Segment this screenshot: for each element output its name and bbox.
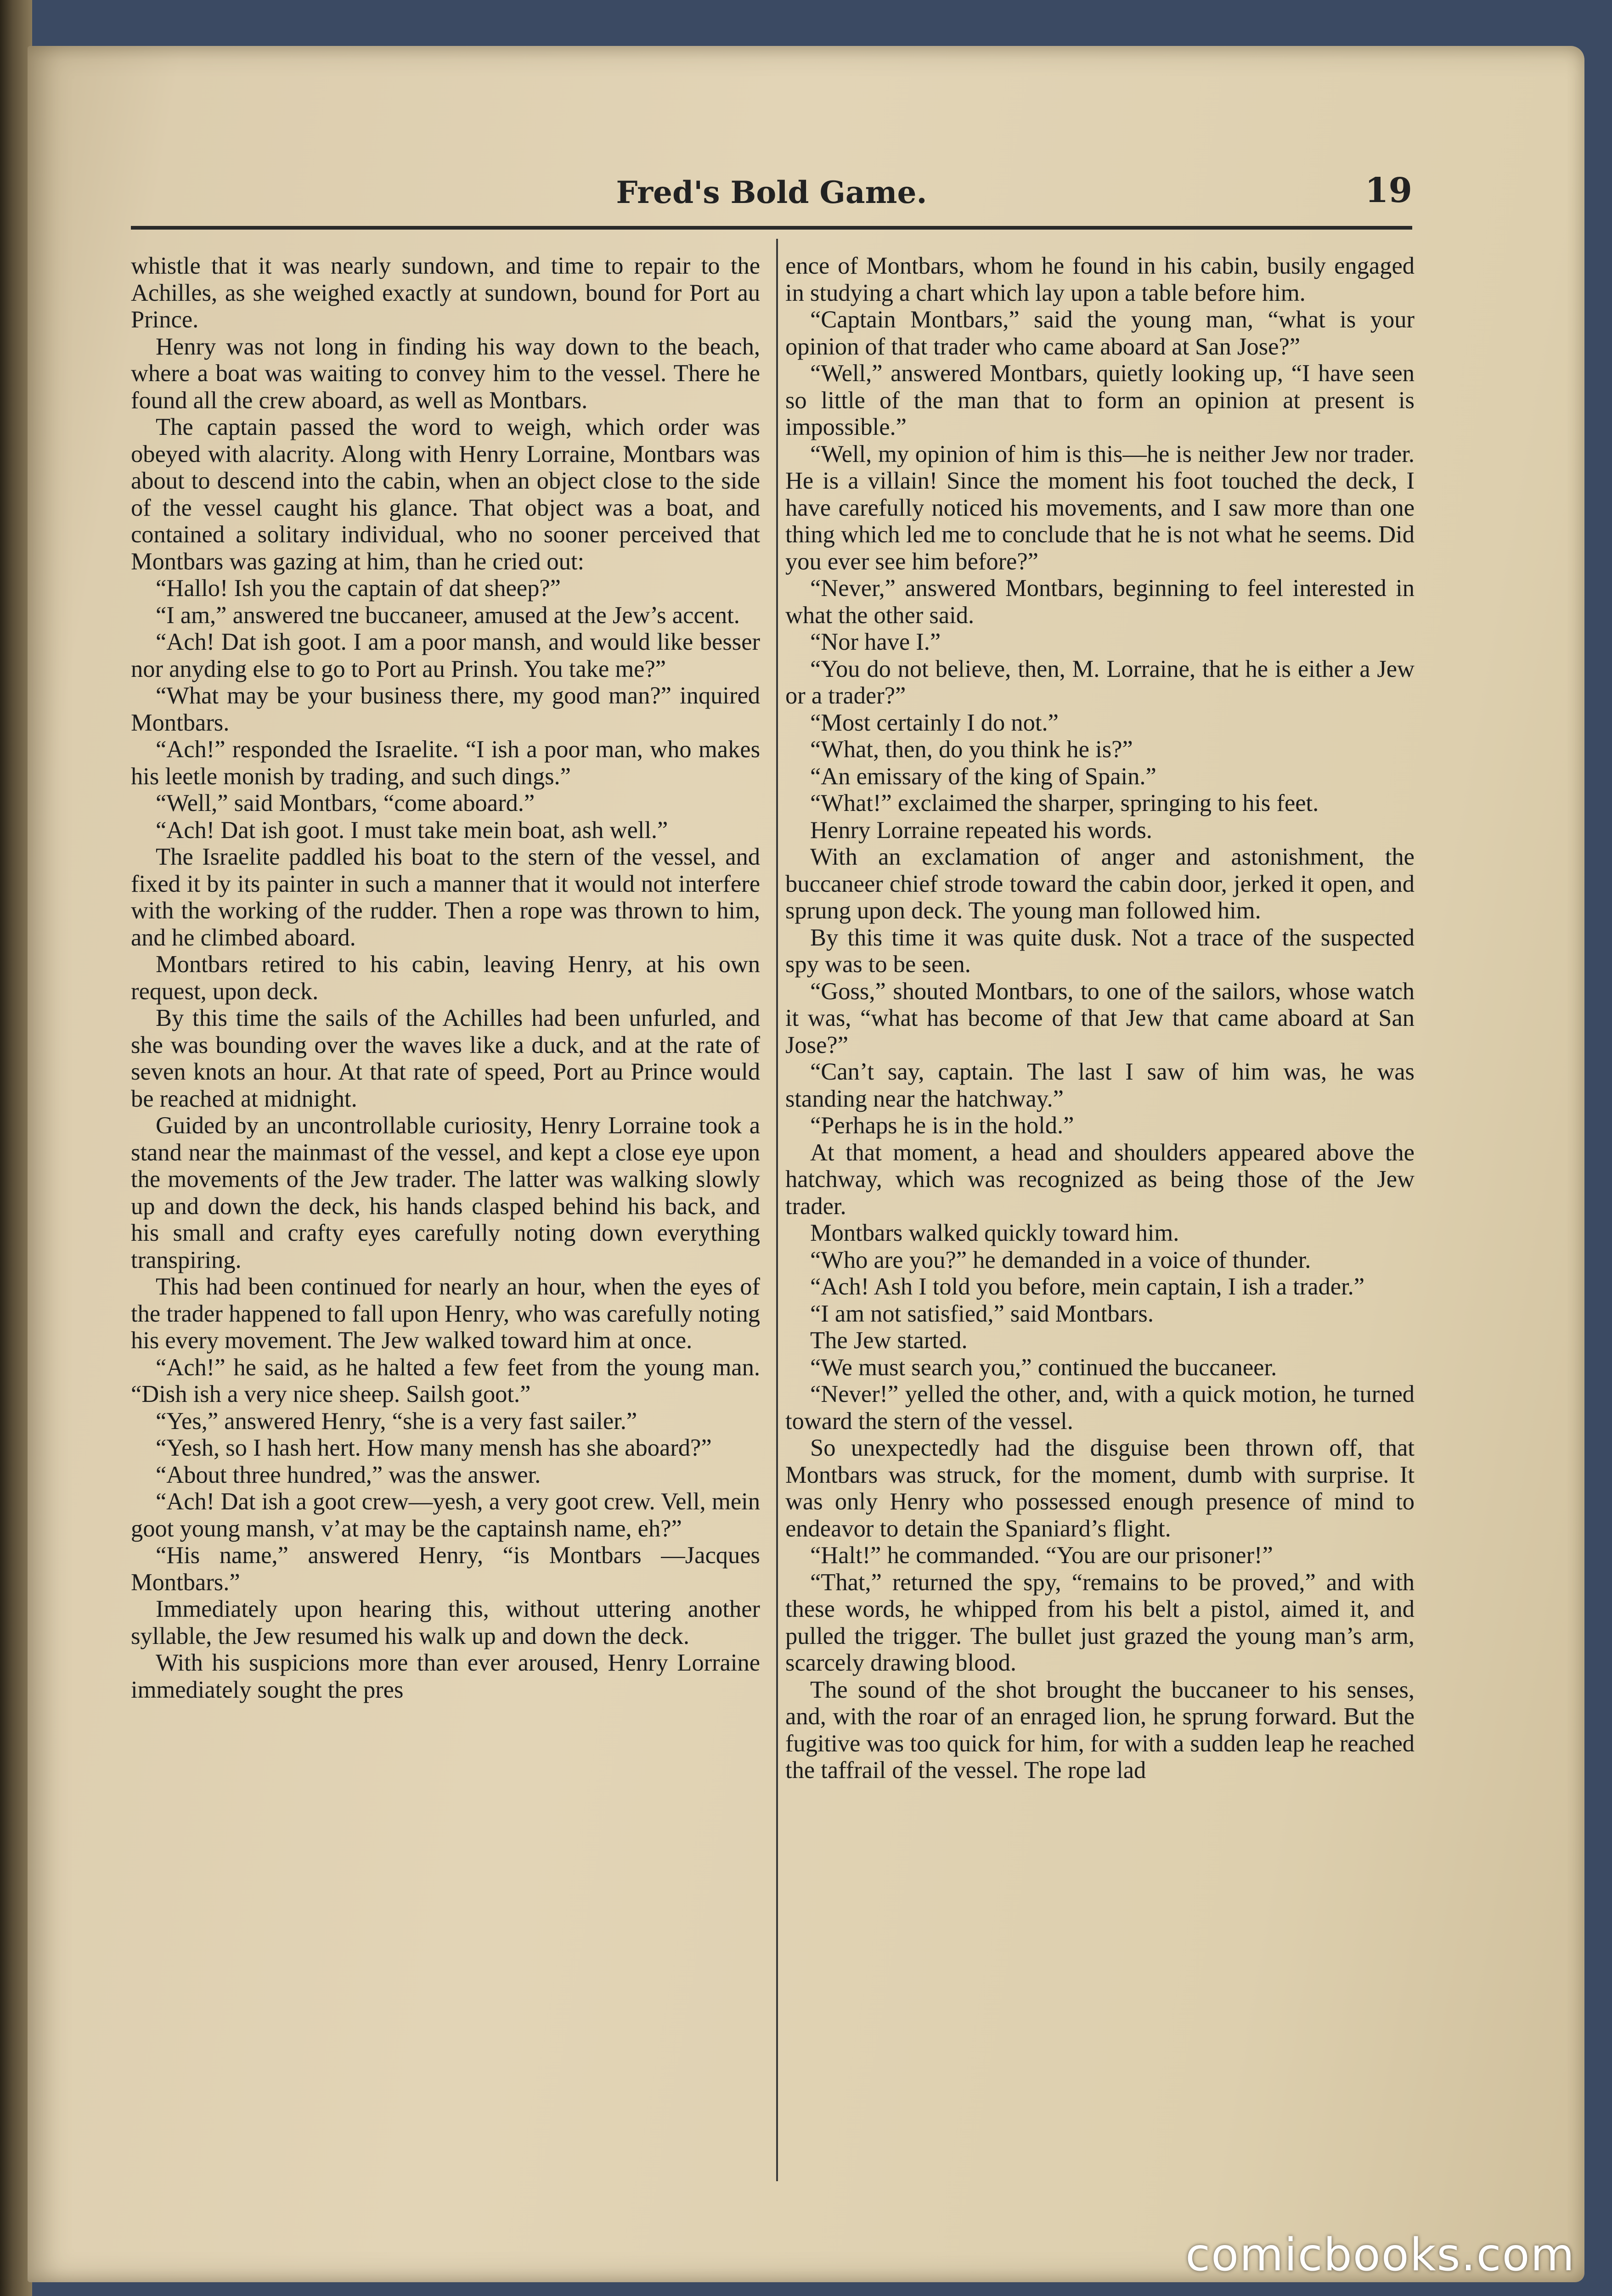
paragraph: Guided by an uncontrollable curiosity, Henry Lorraine took a stand near the mainmast of the vessel, and kept a close eye upon the movements of the Jew trader. The latter was walking slowly up and down the deck, his hands clasped behind his back, and his small and crafty eyes carefully noting down everything transpiring. (131, 1112, 760, 1273)
paragraph: The Jew started. (810, 1327, 968, 1354)
paragraph: “What may be your business there, my good man?” inquired Montbars. (131, 682, 760, 736)
paragraph: ence of Montbars, whom he found in his cabin, busily engaged in studying a chart which lay upon a table before him. (785, 253, 1415, 306)
site-watermark: comicbooks.com (1185, 2229, 1575, 2281)
paragraph: “Ach! Dat ish goot. I must take mein boat, ash well.” (156, 816, 668, 844)
paragraph: “I am not satisfied,” said Montbars. (810, 1300, 1154, 1327)
page-header (131, 165, 1412, 234)
paragraph: “Yes,” answered Henry, “she is a very fast sailer.” (156, 1407, 637, 1435)
paragraph: “Ach! Dat ish a goot crew—yesh, a very goot crew. Vell, mein goot young mansh, v’at may be the captainsh name, eh?” (131, 1488, 760, 1542)
paragraph: “An emissary of the king of Spain.” (810, 763, 1156, 790)
paragraph: “Who are you?” he demanded in a voice of thunder. (810, 1246, 1311, 1273)
paragraph: “Well,” said Montbars, “come aboard.” (156, 790, 535, 816)
paragraph: The Israelite paddled his boat to the stern of the vessel, and fixed it by its painter in such a manner that it would not interfere with the working of the rudder. Then a rope was thrown to him, and he climbed aboard. (131, 844, 760, 951)
paragraph: By this time it was quite dusk. Not a trace of the suspected spy was to be seen. (785, 924, 1415, 978)
page-number: 19 (1365, 171, 1412, 210)
paragraph: Henry Lorraine repeated his words. (810, 816, 1152, 844)
right-column (785, 253, 1415, 1784)
paragraph: By this time the sails of the Achilles had been unfurled, and she was bounding over the waves like a duck, and at the rate of seven knots an hour. At that rate of speed, Port au Prince would be reached at midnight. (131, 1005, 760, 1112)
paragraph: “Never,” answered Montbars, beginning to feel interested in what the other said. (785, 575, 1415, 629)
paragraph: “Ach! Dat ish goot. I am a poor mansh, and would like besser nor anyding else to go to Port au Prinsh. You take me?” (131, 629, 760, 682)
left-column (131, 253, 760, 1703)
paragraph: “Most certainly I do not.” (810, 709, 1059, 736)
paragraph: “Nor have I.” (810, 629, 941, 655)
column-divider (776, 239, 778, 2181)
paragraph: “We must search you,” continued the buccaneer. (810, 1354, 1277, 1381)
paragraph: “His name,” answered Henry, “is Montbars —Jacques Montbars.” (131, 1542, 760, 1596)
paragraph: With an exclamation of anger and astonishment, the buccaneer chief strode toward the cabin door, jerked it open, and sprung upon deck. The young man followed him. (785, 844, 1415, 924)
paragraph: Montbars retired to his cabin, leaving Henry, at his own request, upon deck. (131, 951, 760, 1005)
paragraph: “Halt!” he commanded. “You are our prisoner!” (810, 1542, 1273, 1569)
paragraph: The captain passed the word to weigh, which order was obeyed with alacrity. Along with Henry Lorraine, Montbars was about to descend into the cabin, when an object close to the side of the vessel caught his glance. That object was a boat, and contained a solitary individual, who no sooner perceived that Montbars was gazing at him, than he cried out: (131, 414, 760, 575)
paragraph: “Can’t say, captain. The last I saw of him was, he was standing near the hatchway.” (785, 1058, 1415, 1112)
paragraph: “Well, my opinion of him is this—he is neither Jew nor trader. He is a villain! Since the moment his foot touched the deck, I have carefully noticed his movements, and I saw more than one thing which led me to conclude that he is not what he seems. Did you ever see him before?” (785, 440, 1415, 575)
paragraph: “What, then, do you think he is?” (810, 736, 1133, 763)
paragraph: Henry was not long in finding his way down to the beach, where a boat was waiting to convey him to the vessel. There he found all the crew aboard, as well as Montbars. (131, 333, 760, 414)
paragraph: At that moment, a head and shoulders appeared above the hatchway, which was recognized as being those of the Jew trader. (785, 1139, 1415, 1220)
paragraph: This had been continued for nearly an hour, when the eyes of the trader happened to fall upon Henry, who was carefully noting his every movement. The Jew walked toward him at once. (131, 1273, 760, 1354)
paragraph: “Captain Montbars,” said the young man, “what is your opinion of that trader who came aboard at San Jose?” (785, 306, 1415, 360)
paragraph: “Well,” answered Montbars, quietly looking up, “I have seen so little of the man that to form an opinion at present is impossible.” (785, 360, 1415, 440)
paragraph: Immediately upon hearing this, without uttering another syllable, the Jew resumed his walk up and down the deck. (131, 1596, 760, 1649)
paragraph: The sound of the shot brought the buccaneer to his senses, and, with the roar of an enraged lion, he sprung forward. But the fugitive was too quick for him, for with a sudden leap he reached the taffrail of the vessel. The rope lad (785, 1676, 1415, 1784)
header-rule (131, 226, 1412, 230)
paragraph: “Goss,” shouted Montbars, to one of the sailors, whose watch it was, “what has become of that Jew that came aboard at San Jose?” (785, 978, 1415, 1058)
paragraph: “Ach!” responded the Israelite. “I ish a poor man, who makes his leetle monish by trading, and such dings.” (131, 736, 760, 790)
paragraph: “What!” exclaimed the sharper, springing to his feet. (810, 790, 1319, 816)
paragraph: “Ach! Ash I told you before, mein captain, I ish a trader.” (810, 1273, 1365, 1300)
paragraph: “Ach!” he said, as he halted a few feet from the young man. “Dish ish a very nice sheep. Sailsh goot.” (131, 1354, 760, 1407)
paragraph: “Hallo! Ish you the captain of dat sheep?” (156, 575, 561, 602)
paragraph: “You do not believe, then, M. Lorraine, that he is either a Jew or a trader?” (785, 655, 1415, 709)
paragraph: “That,” returned the spy, “remains to be proved,” and with these words, he whipped from his belt a pistol, aimed it, and pulled the trigger. The bullet just grazed the young man’s arm, scarcely drawing blood. (785, 1569, 1415, 1676)
paragraph: “About three hundred,” was the answer. (156, 1461, 541, 1488)
paragraph: “Never!” yelled the other, and, with a quick motion, he turned toward the stern of the vessel. (785, 1381, 1415, 1435)
paragraph: whistle that it was nearly sundown, and time to repair to the Achilles, as she weighed exactly at sundown, bound for Port au Prince. (131, 253, 760, 333)
paragraph: With his suspicions more than ever aroused, Henry Lorraine immediately sought the pres (131, 1649, 760, 1703)
running-title: Fred's Bold Game. (616, 174, 927, 210)
paragraph: So unexpectedly had the disguise been thrown off, that Montbars was struck, for the moment, dumb with surprise. It was only Henry who possessed enough presence of mind to endeavor to detain the Spaniard’s flight. (785, 1435, 1415, 1542)
paragraph: “I am,” answered tne buccaneer, amused at the Jew’s accent. (156, 602, 740, 629)
paragraph: “Yesh, so I hash hert. How many mensh has she aboard?” (156, 1435, 712, 1461)
paragraph: Montbars walked quickly toward him. (810, 1220, 1179, 1246)
paragraph: “Perhaps he is in the hold.” (810, 1112, 1074, 1139)
